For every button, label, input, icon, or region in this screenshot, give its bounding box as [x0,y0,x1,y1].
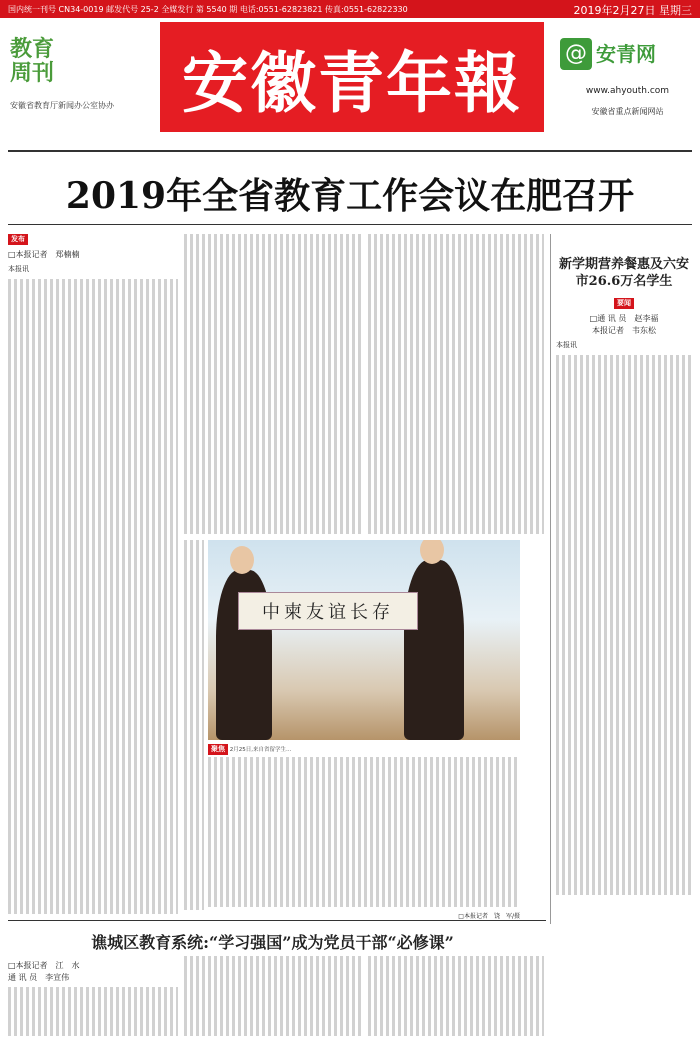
bottom-column-1 [8,956,178,1036]
calligraphy-banner: 中柬友谊长存 [238,592,418,630]
sidebar-tag: 要闻 [614,298,634,309]
sidebar-byline-1: □通 讯 员 赵李福 [589,314,659,323]
lead-byline: □本报记者 郑楠楠 [8,250,80,259]
article-column-2b [184,540,204,910]
sidebar-reporter: 本报讯 [556,341,577,349]
caption-text: 2月25日,来自省留学生… [229,747,292,753]
photo-caption [208,744,520,926]
weekly-logo [10,38,150,111]
bottom-divider [8,920,546,921]
bottom-byline-2: 通 讯 员 李宣伟 [8,973,70,982]
student-left-head [230,546,254,574]
article-column-2 [184,234,362,534]
issue-date: 2019年2月27日 星期三 [573,4,692,17]
bottom-column-2 [184,956,362,1036]
site-org: 安徽省重点新闻网站 [591,107,664,116]
sidebar-headline: 新学期营养餐惠及六安市26.6万名学生 [558,257,689,289]
article-column-3 [368,234,544,534]
bottom-column-3 [368,956,544,1036]
top-info-bar [0,0,700,18]
weekly-logo-line2: 周刊 [10,61,55,86]
masthead-title: 安徽青年報 [182,43,522,122]
weekly-logo-org: 安徽省教育厅新闻办公室协办 [10,101,114,110]
header-divider [8,150,692,152]
bottom-headline: 谯城区教育系统:“学习强国”成为党员干部“必修课” [91,933,454,952]
weekly-logo-line1: 教育 [10,37,55,62]
caption-tag: 聚焦 [208,744,228,755]
article-column-1 [8,234,178,914]
lead-tag: 发布 [8,234,28,245]
lead-reporter: 本报讯 [8,265,29,273]
site-url: www.ahyouth.com [585,86,670,96]
sidebar-byline-2: 本报记者 韦东松 [592,326,656,335]
main-headline: 2019年全省教育工作会议在肥召开 [65,175,635,217]
bottom-byline-1: □本报记者 江 水 [8,961,80,970]
newspaper-masthead [160,22,544,132]
caption-byline: □本报记者 饶 军/摄 [458,913,520,920]
at-icon: @ [560,38,592,70]
headline-divider [8,224,692,225]
student-right [404,560,464,740]
sidebar-divider [550,234,551,924]
sidebar-article [556,298,692,924]
issue-info: 国内统一刊号 CN34-0019 邮发代号 25-2 全媒发行 第 5540 期 电话:0551-62823821 传真:0551-62822330 [8,4,408,14]
news-photo [208,540,520,740]
site-name: 安青网 [596,42,656,66]
site-logo [560,38,695,117]
